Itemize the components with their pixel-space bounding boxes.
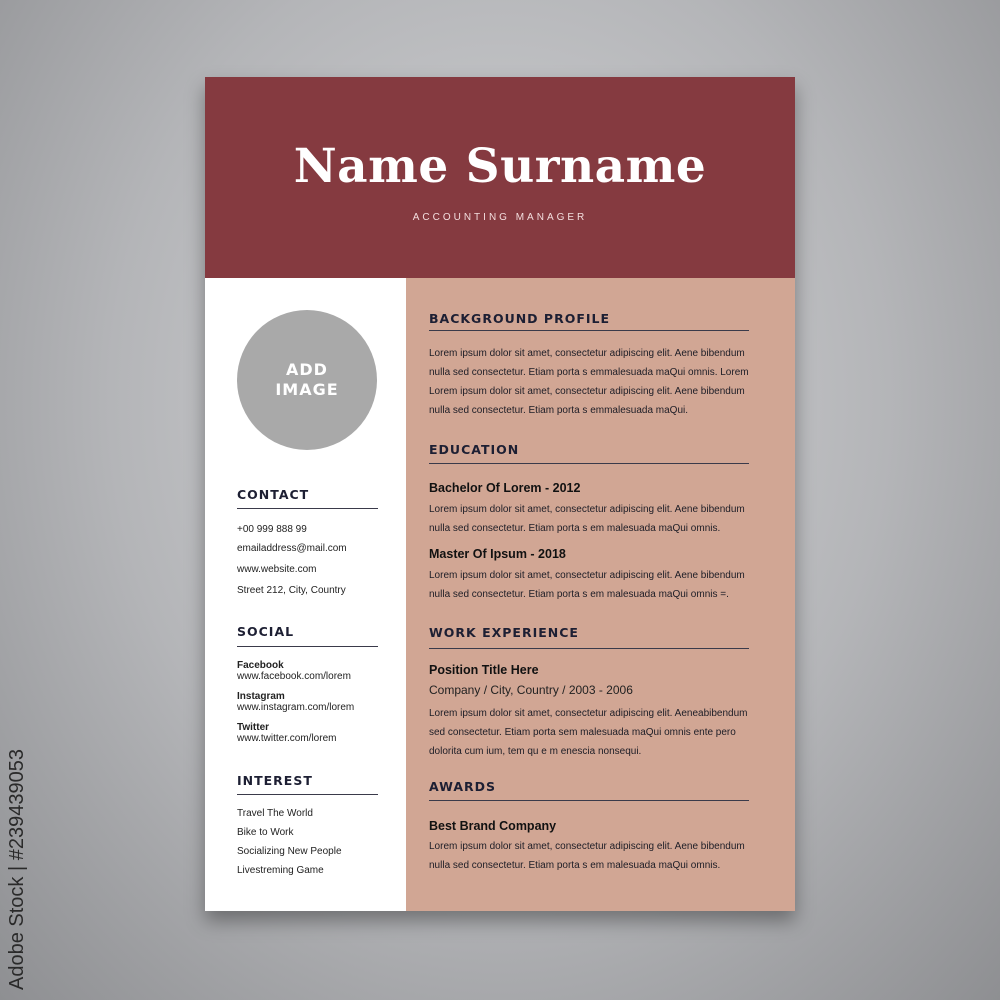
award-description: Lorem ipsum dolor sit amet, consectetur adipiscing elit. Aene bibendum nulla sed consectetur. Etiam porta s em malesuada maQui omnis. [429, 841, 745, 871]
social-divider [237, 646, 378, 647]
work-experience-heading: WORK EXPERIENCE [429, 625, 579, 640]
education-heading: EDUCATION [429, 442, 520, 457]
work-experience-text: Lorem ipsum dolor sit amet, consectetur adipiscing elit. Aeneabibendum sed consectetur. Etiam porta sem malesuada maQui omnis ente pero dolorita cum ium, tem qu e m enescia nonsequi. [429, 708, 748, 757]
education-degree: Master Of Ipsum - 2018 [429, 547, 566, 561]
position-title: Position Title Here [429, 663, 539, 677]
resume-header [205, 77, 795, 278]
education-description: Lorem ipsum dolor sit amet, consectetur adipiscing elit. Aene bibendum nulla sed consectetur. Etiam porta s em malesuada maQui omnis =. [429, 570, 745, 600]
social-item-instagram [237, 691, 354, 713]
awards-divider [429, 800, 749, 801]
interest-heading: INTEREST [237, 773, 313, 788]
education-divider [429, 463, 749, 464]
photo-placeholder[interactable] [237, 310, 377, 450]
education-degree: Bachelor Of Lorem - 2012 [429, 481, 581, 495]
stock-id-label: Adobe Stock | #239439053 [6, 749, 28, 990]
background-profile-divider [429, 330, 749, 331]
social-item-facebook [237, 660, 351, 682]
resume-page [205, 77, 795, 911]
background-profile-text: Lorem ipsum dolor sit amet, consectetur adipiscing elit. Aene bibendum nulla sed consectetur. Etiam porta s emmalesuada maQui omnis. Lorem Lorem ipsum dolor sit amet, consectetur adipiscing elit. Aene bibendum nulla sed consectetur. Etiam porta s emmalesuada maQui. [429, 348, 749, 416]
interest-item: Travel The World [237, 808, 313, 819]
social-network-label: Facebook [237, 660, 284, 671]
social-network-label: Twitter [237, 722, 270, 733]
work-experience-divider [429, 648, 749, 649]
interest-item: Socializing New People [237, 846, 342, 857]
social-item-twitter [237, 722, 336, 744]
contact-address: Street 212, City, Country [237, 585, 346, 596]
contact-email: emailaddress@mail.com [237, 543, 347, 554]
social-url: www.instagram.com/lorem [237, 702, 355, 713]
social-network-label: Instagram [237, 691, 285, 702]
company-info: Company / City, Country / 2003 - 2006 [429, 683, 633, 697]
interest-divider [237, 794, 378, 795]
social-url: www.facebook.com/lorem [237, 671, 351, 682]
background-profile-heading: BACKGROUND PROFILE [429, 311, 611, 326]
contact-heading: CONTACT [237, 487, 310, 502]
contact-phone: +00 999 888 99 [237, 524, 307, 535]
social-heading: SOCIAL [237, 624, 295, 639]
social-url: www.twitter.com/lorem [237, 733, 337, 744]
award-name: Best Brand Company [429, 819, 557, 833]
interest-item: Bike to Work [237, 827, 294, 838]
contact-divider [237, 508, 378, 509]
awards-heading: AWARDS [429, 779, 497, 794]
photo-placeholder-label: ADD IMAGE [275, 360, 339, 399]
education-description: Lorem ipsum dolor sit amet, consectetur adipiscing elit. Aene bibendum nulla sed consectetur. Etiam porta s em malesuada maQui omnis. [429, 504, 745, 534]
contact-website: www.website.com [237, 564, 317, 575]
resume-name: Name Surname [293, 139, 707, 194]
interest-item: Livestreming Game [237, 865, 324, 876]
job-title: ACCOUNTING MANAGER [412, 212, 588, 223]
